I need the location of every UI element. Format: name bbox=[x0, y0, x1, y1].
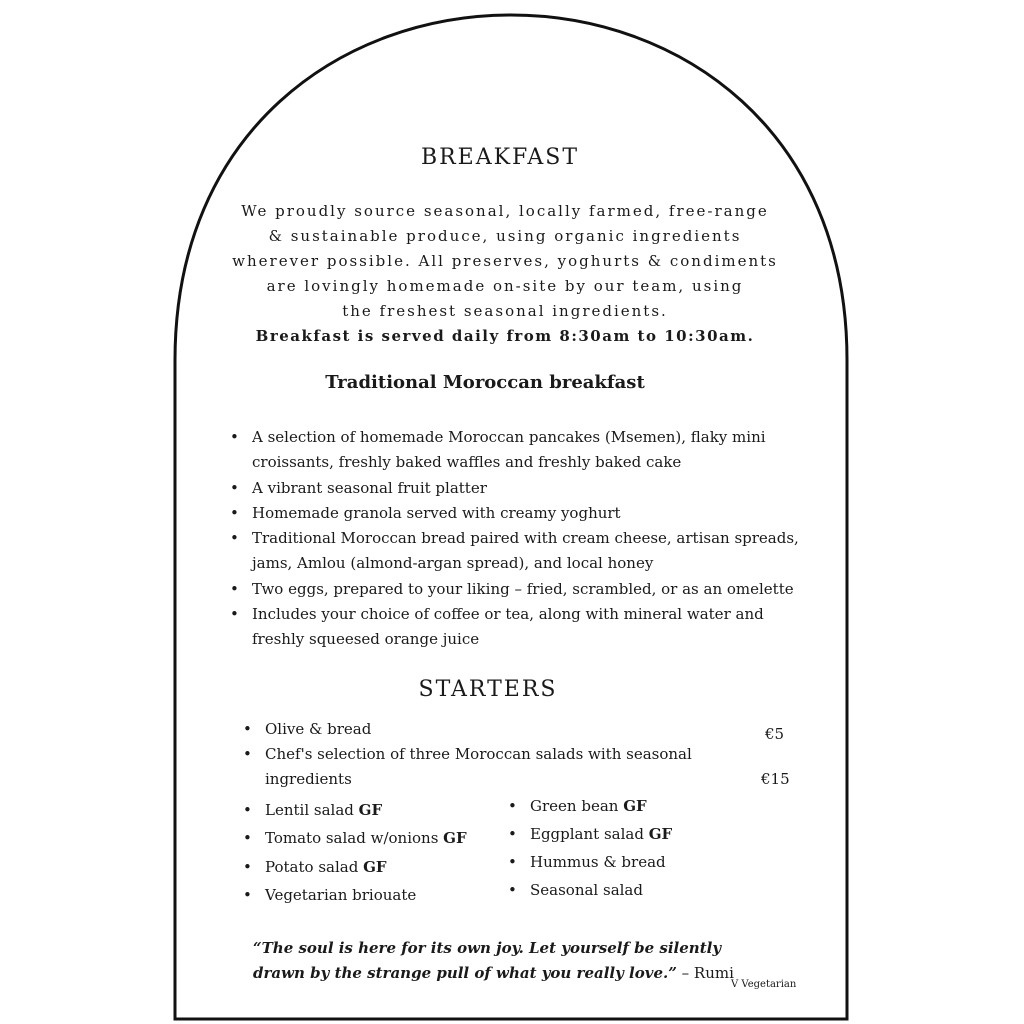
rumi-quote bbox=[253, 936, 753, 986]
list-item: • A selection of homemade Moroccan pancakes (Msemen), flaky mini croissants, freshly baked waffles and freshly baked cake bbox=[230, 425, 810, 476]
salad-item bbox=[243, 855, 387, 880]
salad-name: Lentil salad bbox=[265, 801, 354, 819]
starter-item bbox=[243, 742, 715, 792]
breakfast-subtitle: Traditional Moroccan breakfast bbox=[325, 372, 645, 393]
quote-attribution: – Rumi bbox=[676, 964, 734, 982]
intro-line: the freshest seasonal ingredients. bbox=[342, 302, 668, 320]
gf-badge: GF bbox=[363, 858, 387, 876]
quote-text: “The soul is here for its own joy. Let yourself be silently drawn by the strange pull of what you really love.” bbox=[253, 939, 722, 982]
starter-name: Olive & bread bbox=[265, 720, 372, 738]
salad-item bbox=[508, 822, 672, 847]
salad-item bbox=[243, 798, 382, 823]
list-item: • Traditional Moroccan bread paired with cream cheese, artisan spreads, jams, Amlou (almond-argan spread), and local honey bbox=[230, 526, 810, 577]
gf-badge: GF bbox=[623, 797, 647, 815]
list-item: • Includes your choice of coffee or tea, along with mineral water and freshly squeesed orange juice bbox=[230, 602, 810, 653]
salad-item bbox=[243, 883, 416, 908]
salad-name: Hummus & bread bbox=[530, 853, 666, 871]
salad-name: Green bean bbox=[530, 797, 619, 815]
intro-line: We proudly source seasonal, locally farmed, free-range bbox=[241, 202, 769, 220]
list-item: • Two eggs, prepared to your liking – fried, scrambled, or as an omelette bbox=[230, 577, 810, 602]
breakfast-hours: Breakfast is served daily from 8:30am to 10:30am. bbox=[255, 327, 755, 345]
salad-name: Seasonal salad bbox=[530, 881, 643, 899]
salad-item bbox=[508, 850, 666, 875]
breakfast-title: BREAKFAST bbox=[420, 145, 580, 170]
salad-name: Potato salad bbox=[265, 858, 359, 876]
salad-item bbox=[508, 794, 647, 819]
vegetarian-legend: V Vegetarian bbox=[731, 979, 797, 990]
salad-item bbox=[243, 826, 467, 851]
starter-price: €5 bbox=[765, 725, 785, 743]
salad-name: Eggplant salad bbox=[530, 825, 644, 843]
list-item: • Homemade granola served with creamy yoghurt bbox=[230, 501, 810, 526]
starter-name: Chef's selection of three Moroccan salads with seasonal ingredients bbox=[265, 745, 692, 788]
salad-item bbox=[508, 878, 643, 903]
starter-price: €15 bbox=[761, 770, 790, 788]
list-item: • A vibrant seasonal fruit platter bbox=[230, 476, 810, 501]
intro-line: wherever possible. All preserves, yoghurts & condiments bbox=[232, 252, 778, 270]
gf-badge: GF bbox=[648, 825, 673, 843]
gf-badge: GF bbox=[443, 829, 467, 847]
starters-title: STARTERS bbox=[418, 677, 558, 702]
breakfast-list bbox=[230, 425, 810, 653]
gf-badge: GF bbox=[358, 801, 383, 819]
intro-line: & sustainable produce, using organic ingredients bbox=[268, 227, 742, 245]
salad-name: Tomato salad w/onions bbox=[265, 829, 439, 847]
starter-item bbox=[243, 717, 725, 742]
salad-name: Vegetarian briouate bbox=[265, 886, 417, 904]
intro-line: are lovingly homemade on-site by our team, using bbox=[266, 277, 744, 295]
